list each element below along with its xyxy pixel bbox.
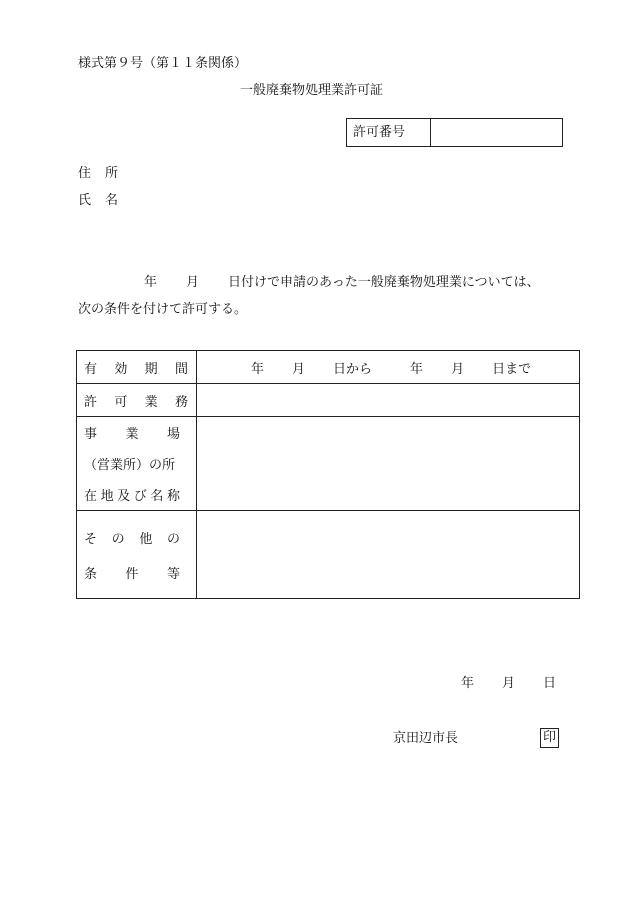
intro-month: 月 bbox=[186, 275, 200, 290]
issue-year: 年 bbox=[461, 676, 475, 691]
intro-year: 年 bbox=[144, 275, 158, 290]
vp-c2: 効 bbox=[114, 361, 128, 377]
document-title: 一般廃棄物処理業許可証 bbox=[240, 83, 384, 98]
validity-period-value[interactable] bbox=[197, 351, 580, 384]
site-value[interactable] bbox=[197, 417, 580, 511]
intro-line-1 bbox=[144, 276, 540, 289]
vp-c4: 間 bbox=[174, 361, 188, 377]
vp-c1: 有 bbox=[84, 361, 98, 377]
to-day: 日まで bbox=[492, 361, 532, 377]
other-value[interactable] bbox=[197, 511, 580, 599]
issuer-title: 京田辺市長 bbox=[393, 731, 459, 746]
from-year: 年 bbox=[251, 361, 265, 377]
permit-number-value[interactable] bbox=[431, 119, 562, 146]
business-value[interactable] bbox=[197, 384, 580, 417]
permit-number-box bbox=[346, 118, 563, 147]
row-validity-period bbox=[77, 351, 580, 384]
intro-line-2: 次の条件を付けて許可する。 bbox=[78, 302, 248, 317]
seal-mark: 印 bbox=[540, 728, 559, 748]
row-site bbox=[77, 417, 580, 511]
to-month: 月 bbox=[451, 361, 465, 377]
row-other bbox=[77, 511, 580, 599]
address-label: 住所 bbox=[78, 166, 133, 181]
vp-c3: 期 bbox=[144, 361, 158, 377]
permit-number-label: 許可番号 bbox=[347, 119, 431, 146]
issue-month: 月 bbox=[502, 676, 516, 691]
site-label: 事 業 場 （営業所）の所 在 地 及 び 名 称 bbox=[84, 417, 196, 510]
from-day: 日から bbox=[333, 361, 373, 377]
issue-day: 日 bbox=[543, 676, 557, 691]
form-number: 様式第９号（第１１条関係） bbox=[78, 56, 248, 71]
business-label: 許 可 業 務 bbox=[84, 394, 188, 410]
other-label: そ の 他 の 条 件 等 bbox=[84, 531, 180, 582]
issue-date bbox=[461, 677, 556, 690]
site-label-line2: （営業所）の所 bbox=[84, 458, 176, 473]
to-year: 年 bbox=[410, 361, 424, 377]
from-month: 月 bbox=[292, 361, 306, 377]
name-label: 氏名 bbox=[78, 193, 133, 208]
intro-text: 日付けで申請のあった一般廃棄物処理業については、 bbox=[228, 275, 540, 290]
validity-period-label bbox=[84, 358, 196, 377]
row-business bbox=[77, 384, 580, 417]
conditions-table bbox=[76, 350, 580, 599]
